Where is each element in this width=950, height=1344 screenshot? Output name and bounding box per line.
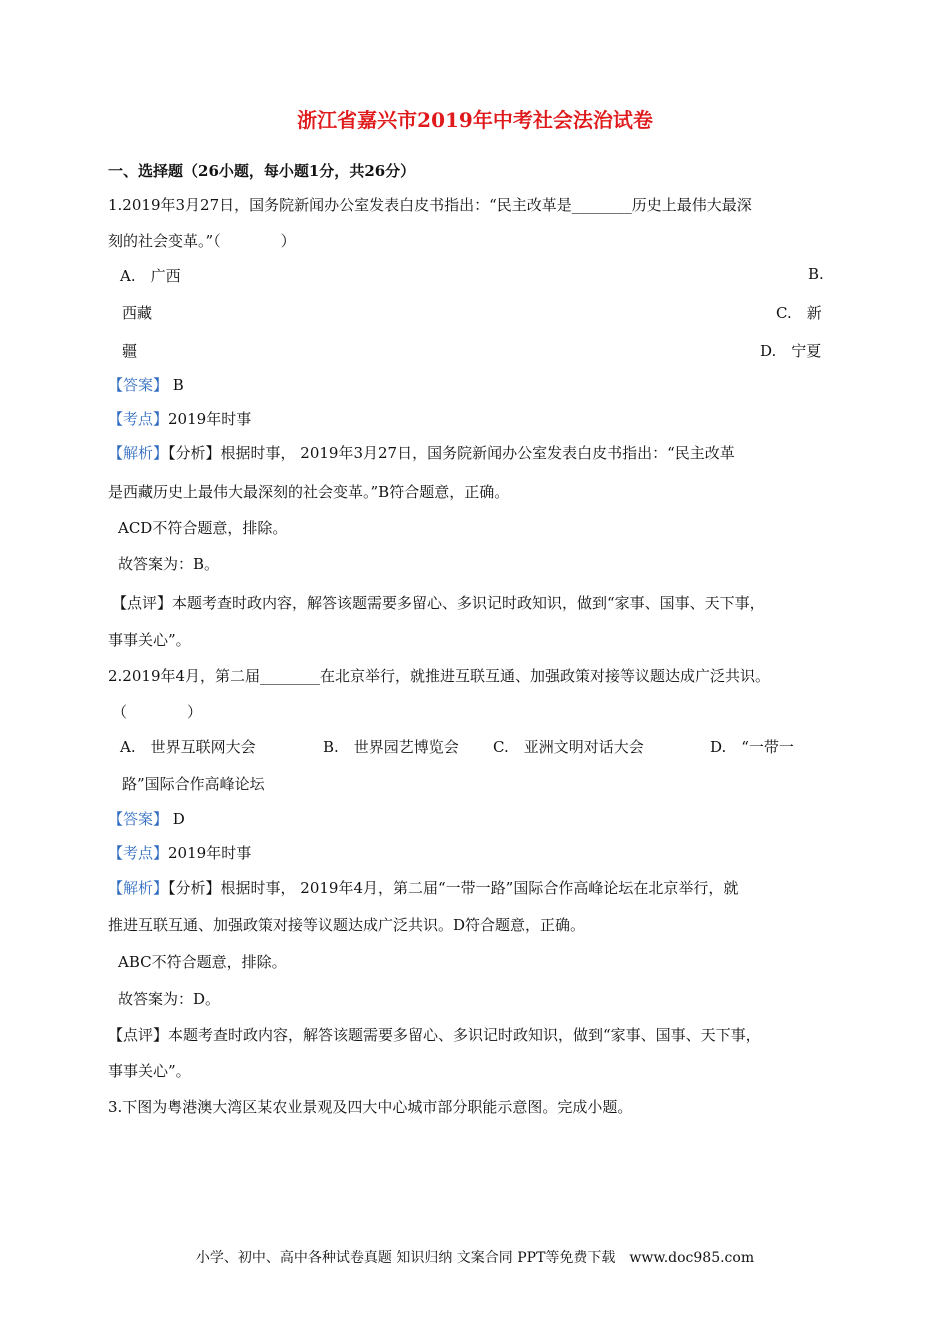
q2-comment-line2: 事事关心”。	[108, 1062, 191, 1080]
q2-option-c: C. 亚洲文明对话大会	[493, 738, 644, 756]
analysis-tag: 【解析】	[108, 444, 169, 462]
q1-comment-line1: 【点评】本题考查时政内容，解答该题需要多留心、多识记时政知识，做到“家事、国事、天下事，	[112, 594, 765, 612]
q2-answer: 【答案】 D	[108, 810, 185, 828]
q1-option-c: C. 新	[776, 304, 822, 322]
q1-analysis-line4: 故答案为：B。	[118, 555, 220, 573]
q2-comment-line1: 【点评】本题考查时政内容，解答该题需要多留心、多识记时政知识，做到“家事、国事、天下事，	[108, 1026, 761, 1044]
q1-option-b-label: B.	[808, 265, 824, 283]
q2-stem-line2: （ ）	[112, 703, 203, 721]
q1-comment-line2: 事事关心”。	[108, 631, 191, 649]
q2-analysis-line2: 推进互联互通、加强政策对接等议题达成广泛共识。D符合题意，正确。	[108, 916, 586, 934]
q2-analysis-line3: ABC不符合题意，排除。	[118, 953, 287, 971]
q2-analysis-line1: 【解析】【分析】根据时事， 2019年4月，第二届“一带一路”国际合作高峰论坛在北京举行，就	[108, 879, 739, 897]
q1-option-a: A. 广西	[120, 267, 181, 285]
q1-option-d: D. 宁夏	[760, 342, 822, 360]
q1-answer: 【答案】 B	[108, 376, 184, 394]
page-title: 浙江省嘉兴市2019年中考社会法治试卷	[297, 108, 653, 132]
answer-tag: 【答案】	[108, 810, 169, 828]
q1-analysis-line1: 【解析】【分析】根据时事， 2019年3月27日，国务院新闻办公室发表白皮书指出：“民主改革	[108, 444, 735, 462]
answer-tag: 【答案】	[108, 376, 169, 394]
q1-analysis-line2: 是西藏历史上最伟大最深刻的社会变革。”B符合题意，正确。	[108, 483, 510, 501]
q2-analysis-line4: 故答案为：D。	[118, 990, 221, 1008]
q1-stem-line2: 刻的社会变革。”（ ）	[108, 232, 296, 250]
q1-analysis-line3: ACD不符合题意，排除。	[118, 519, 288, 537]
section-heading: 一、选择题（26小题，每小题1分，共26分）	[108, 162, 416, 180]
q2-option-b: B. 世界园艺博览会	[323, 738, 459, 756]
q2-option-d: D. “一带一	[710, 738, 794, 756]
q2-stem-line1: 2.2019年4月，第二届________在北京举行，就推进互联互通、加强政策对接等议题达成广泛共识。	[108, 667, 771, 685]
q1-option-c-cont: 疆	[122, 342, 138, 360]
q2-option-d-cont: 路”国际合作高峰论坛	[122, 775, 265, 793]
q1-option-b-text: 西藏	[122, 304, 153, 322]
analysis-tag: 【解析】	[108, 879, 169, 897]
q2-option-a: A. 世界互联网大会	[120, 738, 256, 756]
page-footer: 小学、初中、高中各种试卷真题 知识归纳 文案合同 PPT等免费下载 www.doc985.com	[195, 1250, 755, 1266]
q3-stem-line1: 3.下图为粤港澳大湾区某农业景观及四大中心城市部分职能示意图。完成小题。	[108, 1098, 633, 1116]
q1-stem-line1: 1.2019年3月27日，国务院新闻办公室发表白皮书指出：“民主改革是________历史上最伟大最深	[108, 196, 752, 214]
point-tag: 【考点】	[108, 410, 169, 428]
point-tag: 【考点】	[108, 844, 169, 862]
q2-point: 【考点】2019年时事	[108, 844, 252, 862]
q1-point: 【考点】2019年时事	[108, 410, 252, 428]
